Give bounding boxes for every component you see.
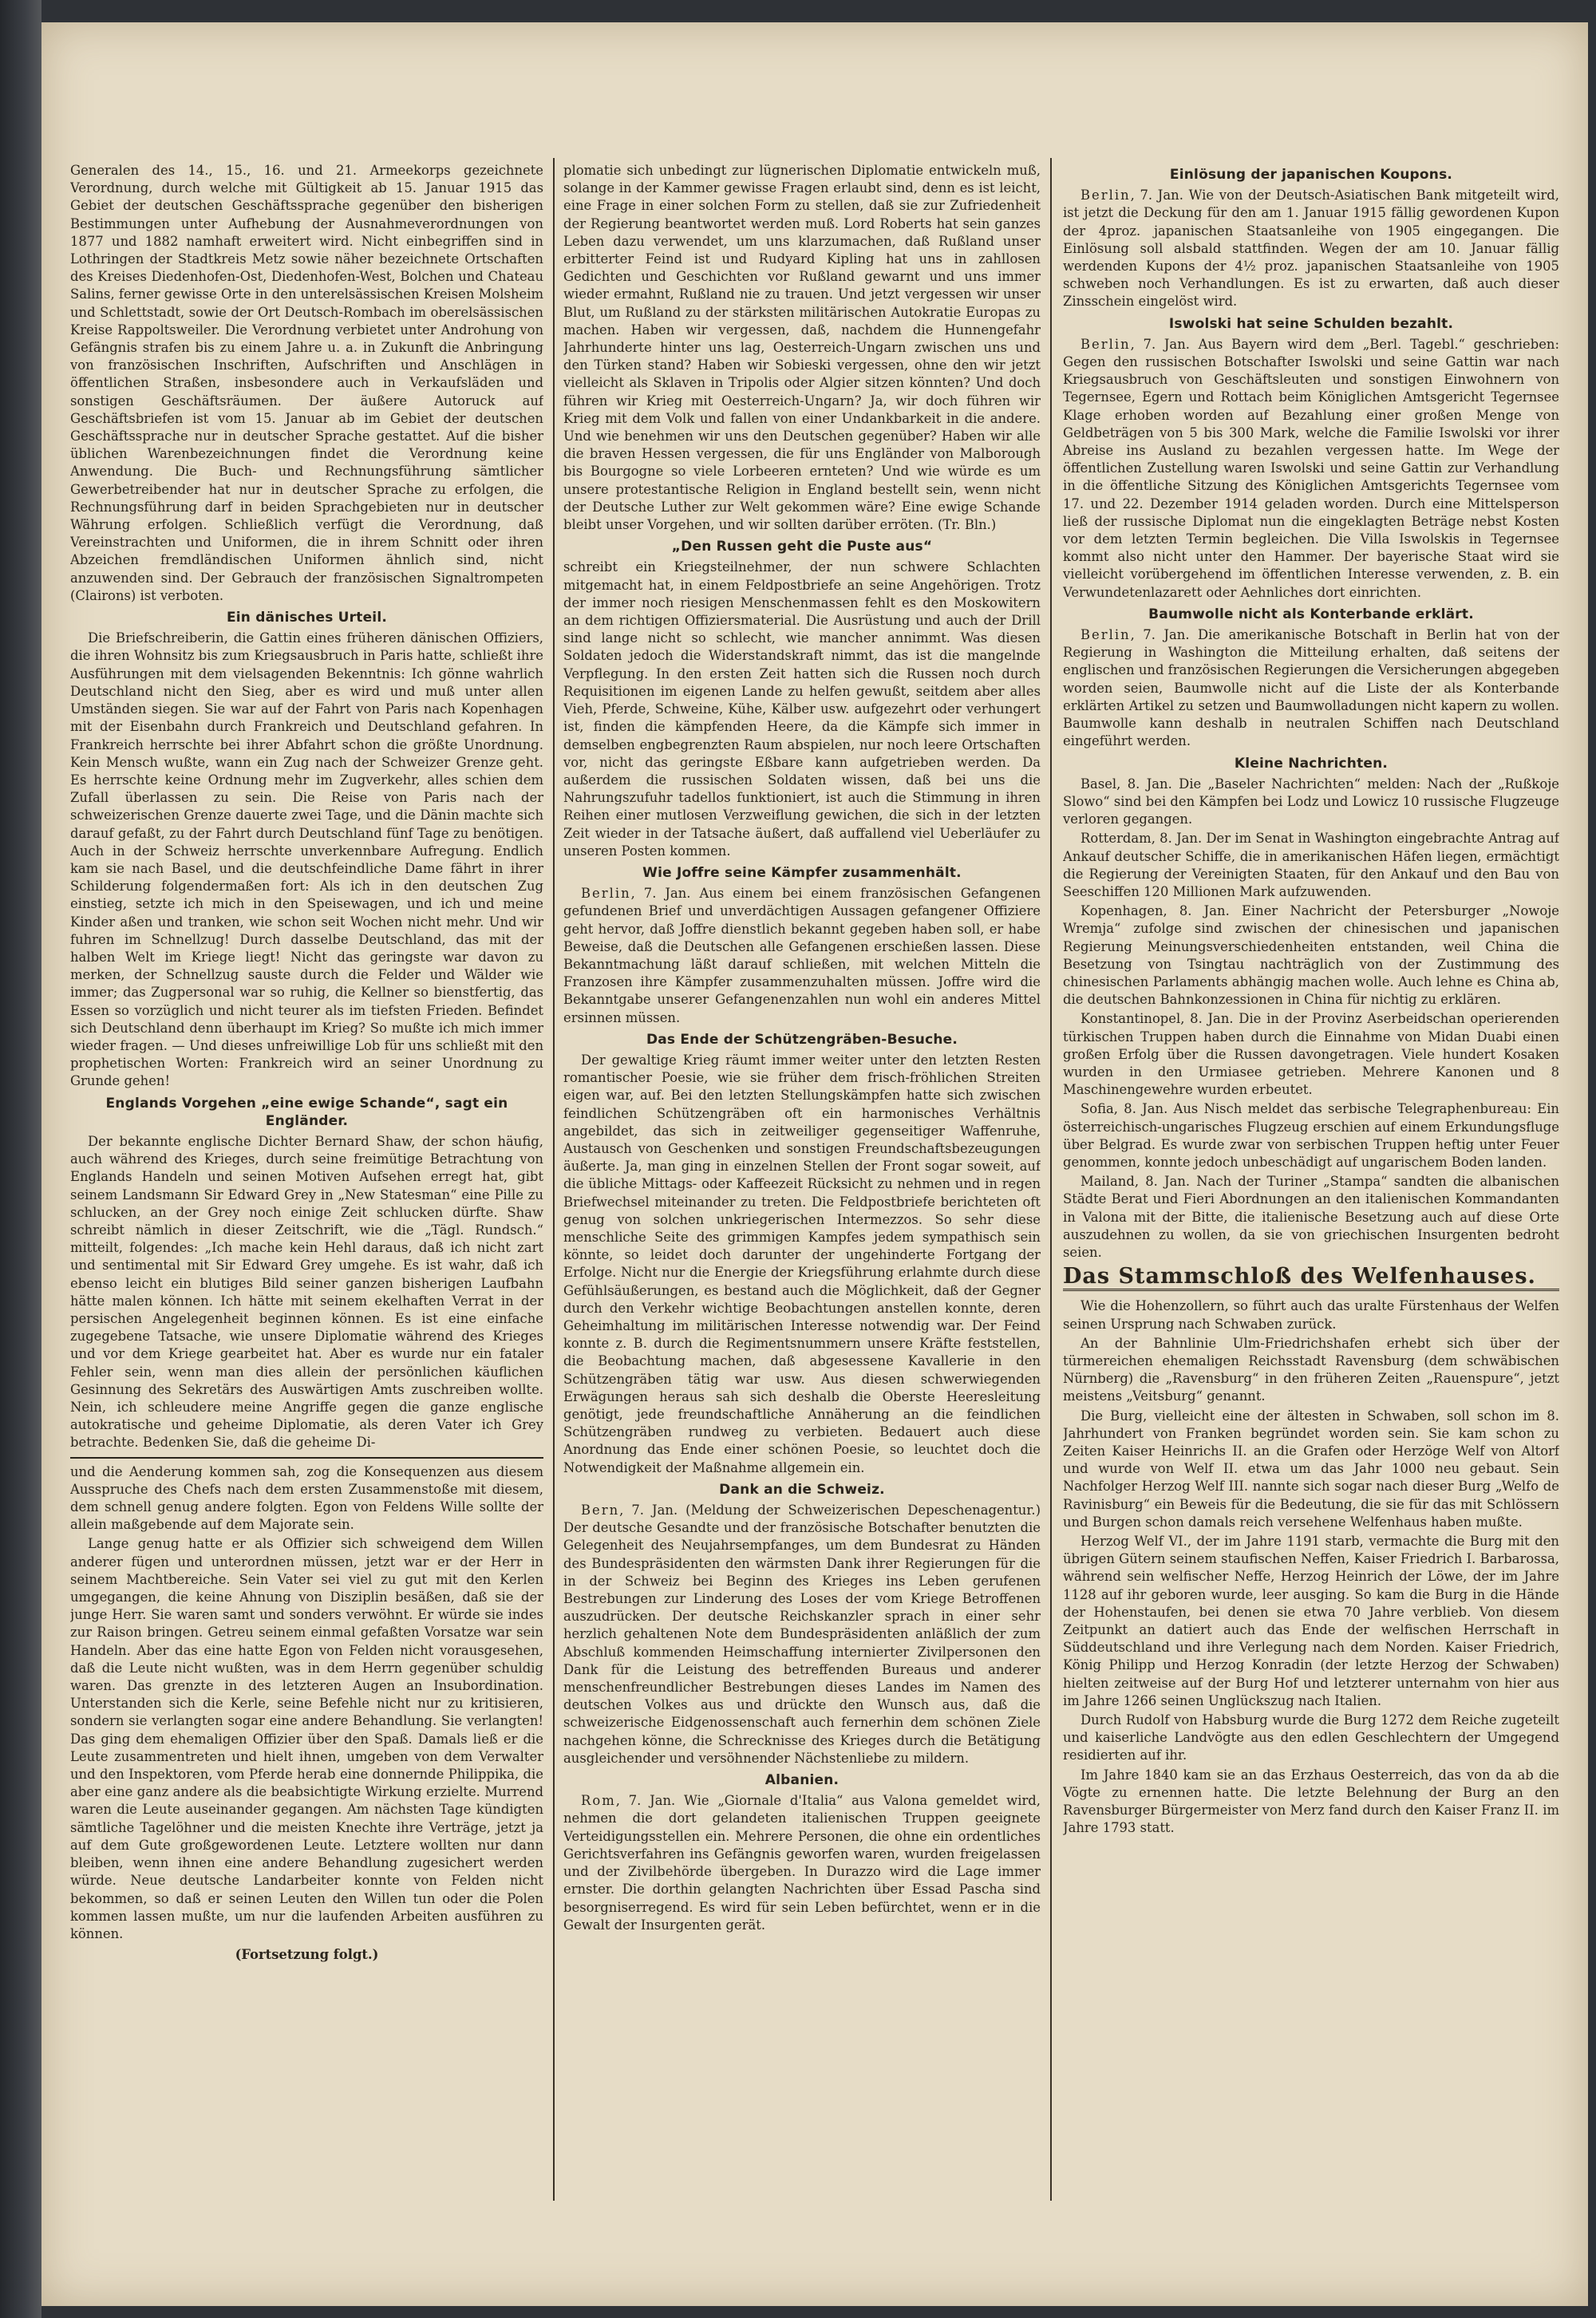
column-rule — [1050, 158, 1052, 2201]
binding-edge — [0, 0, 41, 2318]
section-divider — [70, 1457, 543, 1459]
feature-body: An der Bahnlinie Ulm-Friedrichshafen erhebt sich über der türmereichen ehemaligen Reichsstadt Ravensburg (dem schwäbischen Nürnberg) die „Ravensburg“ in den früheren Zeiten „Rauenspure“, jetzt meistens „Veitsburg“ genannt. — [1063, 1335, 1559, 1404]
article-heading: Iswolski hat seine Schulden bezahlt. — [1168, 315, 1454, 332]
article-body: Der gewaltige Krieg räumt immer weiter unter den letzten Resten romantischer Poesie, wie sie früher dem frisch-fröhlichen Streiten eigen war, auf. Bei den letzten Stellungskämpfen hatte sich zwischen feindlichen Schützengräben oft ein harmonisches Verhältnis angebildet, das sich in zeitweiliger gegenseitiger Waffenruhe, Austausch von Geschenken und sonstigen Freundschaftsbezeugungen äußerte. Ja, man ging in einzelnen Stellen der Front sogar soweit, auf die übliche Mittags- oder Kaffeezeit Rücksicht zu nehmen und in regen Briefwechsel miteinander zu treten. Die Feldpostbriefe berichteten oft genug von solchen unkriegerischen Intermezzos. So sehr diese menschliche Seite des grimmigen Kampfes jedem sympathisch sein könnte, so leidet doch darunter der ungehinderte Fortgang der Erfolge. Nicht nur die Energie der Kriegsführung erlahmte durch diese Gefühlsäußerungen, es bestand auch die Möglichkeit, daß der Gegner durch den Verkehr wichtige Beobachtungen anstellen konnte, deren Geheimhaltung im militärischen Interesse notwendig war. Der Feind konnte z. B. durch die Regimentsnummern unsere Kräfte feststellen, die Beobachtung machen, daß abgesessene Kavallerie in den Schützengräben tätig war usw. Aus diesen schwerwiegenden Erwägungen heraus sah sich deshalb die Oberste Heeresleitung genötigt, jede freundschaftliche Annäherung an die feindlichen Schützengräben rundweg zu verbieten. Bedauert auch diese Anordnung das Ende einer schönen Poesie, so leuchtet doch die Notwendigkeit der Maßnahme allgemein ein. — [563, 1052, 1041, 1475]
article-heading: Englands Vorgehen „eine ewige Schande“, sagt ein Engländer. — [105, 1095, 508, 1129]
feature-heading: Das Stammschloß des Welfenhauses. — [1063, 1268, 1559, 1291]
article-text: , 7. Jan. (Meldung der Schweizerischen Depeschenagentur.) Der deutsche Gesandte und der französische Botschafter benutzten die Gelegenheit des Neujahrsempfanges, um dem Bundesrat zu Händen des Bundespräsidenten den wärmsten Dank ihrer Regierungen für die in der Schweiz bei Beginn des Krieges ins Leben gerufenen Bestrebungen zur Linderung des Loses der vom Kriege Betroffenen auszudrücken. Der deutsche Reichskanzler sprach in einer sehr herzlich gehaltenen Note dem Bundespräsidenten anläßlich der zum Abschluß kommenden Heimschaffung internierter Zivilpersonen den Dank für die Leistung des betreffenden Bureaus und anderer menschenfreundlicher Bestrebungen dieses Landes im Namen des deutschen Volkes aus und drückte den Wunsch aus, daß die schweizerische Eidgenossenschaft auch fernerhin dem schönen Ziele nachgehen könne, die Schrecknisse des Krieges durch die Betätigung ausgleichender und versöhnender Nächstenliebe zu mildern. — [563, 1503, 1041, 1766]
news-item: Rotterdam, 8. Jan. Der im Senat in Washington eingebrachte Antrag auf Ankauf deutscher Schiffe, die in amerikanischen Häfen liegen, ermächtigt die Regierung der Vereinigten Staaten, für den Ankauf und den Bau von Seeschiffen 120 Millionen Mark aufzuwenden. — [1063, 831, 1559, 899]
news-item: Sofia, 8. Jan. Aus Nisch meldet das serbische Telegraphenbureau: Ein österreichisch-ungarisches Flugzeug erschien auf einem Erkundungsfluge über Belgrad. Es wurde zwar von serbischen Truppen heftig unter Feuer genommen, konnte jedoch unbeschädigt auf ungarischem Boden landen. — [1063, 1101, 1559, 1170]
article-body: schreibt ein Kriegsteilnehmer, der nun schwere Schlachten mitgemacht hat, in einem Feldpostbriefe an seine Angehörigen. Trotz der immer noch riesigen Menschenmassen fehlt es den Moskowitern an dem richtigen Offiziersmaterial. Die Ausrüstung und auch der Drill sind lange nicht so schlecht, wie mancher annimmt. Was diesen Soldaten jedoch die Widerstandskraft nimmt, das ist die mangelnde Verpflegung. In den ersten Zeit hatten sich die Russen noch durch Requisitionen im eigenen Lande zu helfen gewußt, seitdem aber alles Vieh, Pferde, Schweine, Kühe, Kälber usw. aufgezehrt oder verhungert ist, finden die kämpfenden Heere, da die Kämpfe sich immer in demselben engbegrenzten Raum abspielen, nur noch leere Ortschaften vor, nicht das geringste Eßbare kann aufgetrieben werden. Da außerdem die russischen Soldaten wissen, daß bei uns die Nahrungszufuhr tadellos funktioniert, ist auch die Stimmung in ihren Reihen einer mutlosen Verzweiflung gewichen, die sich in der letzten Zeit wieder in der Tatsache äußert, daß auffallend viel Ueberläufer zu unseren Posten kommen. — [563, 559, 1041, 859]
article-body — [563, 1502, 1041, 1767]
article-text: , 7. Jan. Wie von der Deutsch-Asiatischen Bank mitgeteilt wird, ist jetzt die Deckung für den am 1. Januar 1915 fällig gewordenen Kupon der 4proz. japanischen Staatsanleihe von 1905 eingegangen. Die Einlösung soll alsbald stattfinden. Wegen der am 10. Januar fällig werdenden Kupons der 4½ proz. japanischen Staatsanleihe von 1905 schweben noch Verhandlungen. Es ist zu erwarten, daß auch dieser Zinsschein eingelöst wird. — [1063, 188, 1559, 310]
feuilleton-body: Lange genug hatte er als Offizier sich schweigend dem Willen anderer fügen und unterordnen müssen, jetzt war er der Herr in seinem Machtbereiche. Sein Vater sei viel zu gut mit den Kerlen umgegangen, die keine Ahnung von Disziplin besäßen, daß sie der junge Herr. Sie waren samt und sonders verwöhnt. Er würde sie indes zur Raison bringen. Getreu seinem einmal gefaßten Vorsatze war sein Handeln. Aber das eine hatte Egon von Felden nicht vorausgesehen, daß die Leute nicht wußten, was in dem Herrn gegenüber schuldig waren. Das grenzte in des letzteren Augen an Insubordination. Unterstanden sich die Kerle, seine Befehle nicht nur zu kritisieren, sondern sie verlangten sogar eine andere Behandlung. Sie verlangten! Das ging dem ehemaligen Offizier über den Spaß. Damals ließ er die Leute zusammentreten und hielt ihnen, umgeben von dem Verwalter und den Inspektoren, vom Pferde herab eine donnernde Philippika, die aber eine ganz andere als die beabsichtigte Wirkung erzielte. Murrend waren die Leute auseinander gegangen. Am nächsten Tage kündigten sämtliche Tagelöhner und die meisten Knechte ihre Verträge, jetzt ja auf dem Gute großgewordenen Leute. Letztere wollten nur dann bleiben, wenn ihnen eine andere Behandlung zugesichert werden würde. Neue deutsche Landarbeiter konnte von Felden nicht bekommen, so daß er seinen Leuten den Willen tun oder die Polen kommen lassen mußte, um nur die laufenden Arbeiten ausführen zu können. — [70, 1536, 543, 1941]
dateline: Bern — [581, 1503, 620, 1518]
news-item: Basel, 8. Jan. Die „Baseler Nachrichten“ melden: Nach der „Rußkoje Slowo“ sind bei den Kämpfen bei Lodz und Lowicz 10 russische Flugzeuge verloren gegangen. — [1063, 776, 1559, 827]
article-body — [1063, 336, 1559, 602]
article-body: Der bekannte englische Dichter Bernard Shaw, der schon häufig, auch während des Krieges, durch seine freimütige Betrachtung von Englands Handeln und seinen Motiven Aufsehen erregt hat, gibt seinem Landsmann Sir Edward Grey in „New Statesman“ eine Pille zu schlucken, an der Grey noch einige Zeit schlucken dürfte. Shaw schreibt nämlich in dieser Zeitschrift, wie die „Tägl. Rundsch.“ mitteilt, folgendes: „Ich mache kein Hehl daraus, daß ich nicht zart und sentimental mit Sir Edward Grey umgehe. Es ist wahr, daß ich ebenso leicht ein blutiges Bild seiner ganzen bisherigen Laufbahn hätte malen können. Ich hätte mit seinem ekelhaften Verrat in der persischen Angelegenheit beginnen können. Es ist eine einfache zugegebene Tatsache, wie unsere Diplomatie während des Krieges und vor dem Kriege gearbeitet hat. Aber es wurde nur ein fataler Fehler sein, wenn man dies allein der persönlichen käuflichen Gesinnung des Sekretärs des Auswärtigen Amts zuschreiben wollte. Nein, ich schleudere meine Angriffe gegen die ganze englische autokratische und geheime Diplomatie, als deren Vater ich Grey betrachte. Bedenken Sie, daß die geheime Di- — [70, 1133, 543, 1451]
article-text: , 7. Jan. Aus einem bei einem französischen Gefangenen gefundenen Brief und unverdächtigen Aussagen gefangener Offiziere geht hervor, daß Joffre dienstlich bekannt gegeben haben soll, er habe Beweise, daß die Deutschen alle Gefangenen erschießen lassen. Diese Bekanntmachung läßt darauf schließen, mit welchen Mitteln die Franzosen ihre Kämpfer zusammenzuhalten müssen. Joffre wird die Bekanntgabe unserer Gefangenenzahlen nun wohl ein anderes Mittel ersinnen müssen. — [563, 886, 1041, 1025]
article-text: , 7. Jan. Aus Bayern wird dem „Berl. Tagebl.“ geschrieben: Gegen den russischen Botschafter Iswolski und seine Gattin war nach Kriegsausbruch von Geschäftsleuten und sonstigen Einwohnern von Tegernsee, Egern und Rottach beim Königlichen Amtsgericht Tegernsee Klage erhoben worden auf Bezahlung einer großen Menge von Geldbeträgen von 5 bis 300 Mark, welche die Familie Iswolski vor ihrer Abreise ins Ausland zu bezahlen vergessen hatte. Im Wege der öffentlichen Zustellung waren Iswolski und seine Gattin zur Verhandlung in die öffentliche Sitzung des Königlichen Amtsgerichts Tegernsee vom 17. und 22. Dezember 1914 geladen worden. Durch eine Mittelsperson ließ der russische Diplomat nun die eingeklagten Beträge nebst Kosten vor dem letzten Termin begleichen. Die Villa Iswolskis in Tegernsee kommt also nicht unter den Hammer. Der bayerische Staat wird sie vielleicht vorübergehend im öffentlichen Interesse verwenden, z. B. ein Verwundetenlazarett oder Aehnliches dort einrichten. — [1063, 336, 1559, 600]
article-text: , 7. Jan. Die amerikanische Botschaft in Berlin hat von der Regierung in Washington die Mitteilung erhalten, daß seitens der englischen und französischen Regierungen die Versicherungen abgegeben worden seien, Baumwolle nicht auf die Liste der als Konterbande erklärten Artikel zu setzen und Baumwolladungen nicht kapern zu wollen. Baumwolle kann deshalb in neutralen Schiffen nach Deutschland eingeführt werden. — [1063, 627, 1559, 749]
dateline: Berlin — [1080, 188, 1131, 203]
article-body: Generalen des 14., 15., 16. und 21. Armeekorps gezeichnete Verordnung, durch welche mit Gültigkeit ab 15. Januar 1915 das Gebiet der deutschen Geschäftssprache gegenüber den bisherigen Bestimmungen unter Aufhebung der Ausnahmeverordnungen von 1877 und 1882 namhaft erweitert wird. Nicht einbegriffen sind in Lothringen der Stadtkreis Metz sowie näher bezeichnete Ortschaften des Kreises Diedenhofen-Ost, Diedenhofen-West, Bolchen und Chateau Salins, ferner gewisse Orte in den unterelsässischen Kreisen Molsheim und Schlettstadt, sowie der Ort Deutsch-Rombach im oberelsässischen Kreise Rappoltsweiler. Die Verordnung verbietet unter Androhung von Gefängnis strafen bis zu einem Jahre u. a. in Zukunft die Anbringung von französischen Inschriften, Aufschriften und Anschlägen in öffentlichen Straßen, insbesondere auch in Verkaufsläden und sonstigen Geschäftsräumen. Der äußere Autoruck auf Geschäftsbriefen ist vom 15. Januar ab im Gebiet der deutschen Geschäftssprache nur in deutscher Sprache gestattet. Auf die bisher üblichen Warenbezeichnungen findet die Verordnung keine Anwendung. Die Buch- und Rechnungsführung sämtlicher Gewerbetreibender hat nur in deutscher Sprache zu erfolgen, die Rechnungsführung darf in beiden Sprachgebieten nur in deutscher Währung erfolgen. Schließlich verfügt die Verordnung, daß Vereinstrachten und Uniformen, die in ihrem Schnitt oder ihren Abzeichen fremdländischen Uniformen ähnlich sind, nicht anzuwenden sind. Der Gebrauch der französischen Signaltrompeten (Clairons) ist verboten. — [70, 163, 543, 603]
news-item: Kopenhagen, 8. Jan. Einer Nachricht der Petersburger „Nowoje Wremja“ zufolge sind zwischen der chinesischen und japanischen Regierung Meinungsverschiedenheiten entstanden, weil China die Besetzung von Tsingtau nachträglich von der Zustimmung des chinesischen Parlaments abhängig machen wolle. Auch lehne es China ab, die deutschen Bahnkonzessionen in China für nichtig zu erklären. — [1063, 903, 1559, 1008]
column-3 — [1063, 162, 1559, 2292]
feature-body: Die Burg, vielleicht eine der ältesten in Schwaben, soll schon im 8. Jahrhundert von Franken begründet worden sein. Sie kam schon zu Zeiten Kaiser Heinrichs II. an die Grafen oder Herzöge Welf von Altorf und wurde von Welf II. etwa um das Jahr 1000 neu gebaut. Sein Nachfolger Herzog Welf III. nannte sich sogar nach dieser Burg „Welfo de Ravinisburg“ ein Beweis für die Bedeutung, die sie für das mit Schlössern und Burgen schon damals reich versehene Welfenhaus haben mußte. — [1063, 1408, 1559, 1530]
article-body: Die Briefschreiberin, die Gattin eines früheren dänischen Offiziers, die ihren Wohnsitz bis zum Kriegsausbruch in Paris hatte, schließt ihre Ausführungen mit dem vielsagenden Bekenntnis: Ich gönne wahrlich Deutschland nicht den Sieg, aber es wird und muß unter allen Umständen siegen. Sie war auf der Fahrt von Paris nach Kopenhagen mit der Eisenbahn durch Frankreich und Deutschland gefahren. In Frankreich herrschte bei ihrer Abfahrt schon die größte Unordnung. Kein Mensch wußte, wann ein Zug nach der Schweizer Grenze geht. Es herrschte keine Ordnung mehr im Zugverkehr, alles schien dem Zufall überlassen zu sein. Die Reise von Paris nach der schweizerischen Grenze dauerte zwei Tage, und die Dänin machte sich darauf gefaßt, zu der Fahrt durch Deutschland fünf Tage zu benötigen. Auch in der Schweiz herrschte unverkennbare Aufregung. Endlich kam sie nach Basel, und die deutschfeindliche Dame fährt in ihrer Schilderung folgendermaßen fort: Als ich in den deutschen Zug einstieg, setzte ich mich in den Speisewagen, und ich und meine Kinder aßen und tranken, wie schon seit Wochen nicht mehr. Und wir fuhren im Schnellzug! Durch dasselbe Deutschland, das mit der halben Welt im Kriege liegt! Nicht das geringste war davon zu merken, der Schnellzug sauste durch die Felder und Wälder wie immer; das Zugpersonal war so ruhig, die Kellner so bienstfertig, das Essen so vorzüglich und nicht teurer als im tiefsten Frieden. Befindet sich Deutschland denn überhaupt im Krieg? So mußte ich mich immer wieder fragen. — Und dieses unfreiwillige Lob für uns schließt mit den prophetischen Worten: Frankreich wird an seiner Unordnung zu Grunde gehen! — [70, 630, 543, 1089]
article-text: , 7. Jan. Wie „Giornale d'Italia“ aus Valona gemeldet wird, nehmen die dort gelandeten italienischen Truppen geeignete Verteidigungsstellen ein. Mehrere Personen, die ohne ein ordentliches Gerichtsverfahren ins Gefängnis geworfen waren, wurden freigelassen und der Zivilbehörde übergeben. In Durazzo wird die Lage immer ernster. Die dorthin gelangten Nachrichten über Essad Pascha sind besorgniserregend. Es wird für sein Leben befürchtet, wenn er in die Gewalt der Insurgenten gerät. — [563, 1793, 1041, 1933]
article-heading: Ein dänisches Urteil. — [226, 610, 388, 626]
article-heading: „Den Russen geht die Puste aus“ — [671, 539, 933, 555]
feature-body: Im Jahre 1840 kam sie an das Erzhaus Oesterreich, das von da ab die Vögte zu ernennen hatte. Die letzte Belehnung der Burg an den Ravensburger Bürgermeister von Merz fand durch den Kaiser Franz II. im Jahre 1793 statt. — [1063, 1767, 1559, 1836]
article-body: plomatie sich unbedingt zur lügnerischen Diplomatie entwickeln muß, solange in der Kammer gewisse Fragen erlaubt sind, denn es ist leicht, eine Frage in einer solchen Form zu stellen, daß sie zur Zufriedenheit der Regierung beantwortet werden muß. Lord Roberts hat sein ganzes Leben dazu verwendet, um uns klarzumachen, daß Rußland unser erbitterter Feind ist und Rudyard Kipling hat uns in zahllosen Gedichten und Geschichten vor Rußland gewarnt und uns immer wieder ermahnt, Rußland nie zu trauen. Und jetzt vergessen wir unser Blut, um Rußland zu der stärksten militärischen Autokratie Europas zu machen. Haben wir vergessen, daß, nachdem die Hunnengefahr Jahrhunderte hinter uns lag, Oesterreich-Ungarn zwischen uns und den Türken stand? Haben wir Sobieski vergessen, ohne den wir jetzt vielleicht als Sklaven in Tripolis oder Algier sitzen könnten? Und doch führen wir Krieg mit Oesterreich-Ungarn? Ja, wir doch führen wir Krieg mit dem Volk und fallen von einer Undankbarkeit in die andere. Und wie benehmen wir uns den Deutschen gegenüber? Haben wir alle die braven Hessen vergessen, die für uns Engländer von Malborough bis Bourgogne so viele Lorbeeren ernteten? Und wie würde es um unsere protestantische Religion in England bestellt sein, wenn nicht der Deutsche Luther zur Welt gekommen wäre? Eine ewige Schande bleibt unser Vorgehen, und wir sollten darüber erröten. (Tr. Bln.) — [563, 163, 1041, 533]
feuilleton-body: und die Aenderung kommen sah, zog die Konsequenzen aus diesem Ausspruche des Chefs nach dem ersten Zusammenstoße mit diesem, dem schnell genug andere folgten. Egon von Feldens Wille sollte der allein maßgebende auf dem Majorate sein. — [70, 1463, 543, 1533]
article-heading: Wie Joffre seine Kämpfer zusammenhält. — [642, 864, 962, 881]
dateline: Berlin — [1080, 627, 1131, 643]
continued-note: (Fortsetzung folgt.) — [235, 1947, 379, 1963]
dateline: Berlin — [1080, 336, 1131, 352]
feature-body: Durch Rudolf von Habsburg wurde die Burg 1272 dem Reiche zugeteilt und kaiserliche Landvögte aus den edlen Geschlechtern der Umgegend residierten auf ihr. — [1063, 1712, 1559, 1763]
article-heading: Dank an die Schweiz. — [719, 1481, 885, 1498]
article-heading: Das Ende der Schützengräben-Besuche. — [646, 1031, 958, 1048]
feature-body: Herzog Welf VI., der im Jahre 1191 starb, vermachte die Burg mit den übrigen Gütern seinem staufischen Neffen, Kaiser Friedrich I. Barbarossa, während sein welfischer Neffe, Herzog Heinrich der Löwe, der im Jahre 1128 auf ihr geboren wurde, leer ausging. So kam die Burg in die Hände der Hohenstaufen, bei denen sie etwa 70 Jahre verblieb. Von diesem Zeitpunkt an datiert auch das Ende der welfischen Herrschaft in Süddeutschland und ihre Verlegung nach dem Norden. Kaiser Friedrich, König Philipp und Herzog Konradin (der letzte Herzog der Schwaben) hielten zeitweise auf der Burg Hof und letzterer unternahm von hier aus im Jahre 1266 seinen Unglückszug nach Italien. — [1063, 1534, 1559, 1708]
article-body — [563, 885, 1041, 1027]
column-rule — [553, 158, 555, 2201]
news-item: Mailand, 8. Jan. Nach der Turiner „Stampa“ sandten die albanischen Städte Berat und Fieri Abordnungen an den italienischen Kommandanten in Valona mit der Bitte, die italienische Besetzung auch auf diese Orte auszudehnen zu wollen, da sie von griechischen Insurgenten bedroht seien. — [1063, 1174, 1559, 1260]
article-heading: Einlösung der japanischen Koupons. — [1169, 167, 1453, 183]
article-body — [563, 1792, 1041, 1934]
article-heading: Albanien. — [764, 1772, 839, 1789]
column-2 — [563, 162, 1041, 2284]
article-heading: Kleine Nachrichten. — [1234, 755, 1389, 772]
article-heading: Baumwolle nicht als Konterbande erklärt. — [1148, 606, 1474, 622]
dateline: Berlin — [581, 886, 631, 902]
dateline: Rom — [581, 1793, 616, 1809]
news-item: Konstantinopel, 8. Jan. Die in der Provinz Aserbeidschan operierenden türkischen Truppen haben durch die Einnahme von Midan Duabi einen großen Erfolg über die Russen davongetragen. Viele hundert Kosaken wurden in den Urmiasee getrieben. Mehrere Kanonen und 8 Maschinengewehre wurden erbeutet. — [1063, 1011, 1559, 1098]
article-body — [1063, 187, 1559, 310]
article-body — [1063, 626, 1559, 750]
newspaper-page — [41, 22, 1588, 2306]
feature-body: Wie die Hohenzollern, so führt auch das uralte Fürstenhaus der Welfen seinen Ursprung nach Schwaben zurück. — [1063, 1298, 1559, 1332]
column-1 — [70, 162, 543, 2269]
